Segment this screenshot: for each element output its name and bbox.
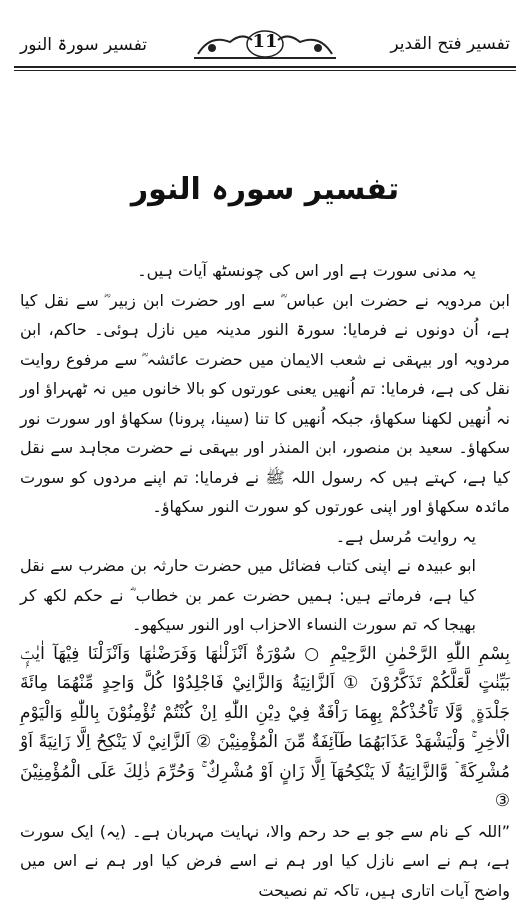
header-surah-title: تفسیر سورۃ النور — [20, 34, 147, 55]
paragraph: یہ مدنی سورت ہے اور اس کی چونسٹھ آیات ہیں۔ — [20, 256, 510, 286]
quran-verse-block: بِسْمِ اللّٰهِ الرَّحْمٰنِ الرَّحِيْمِ ○ سُوْرَةٌ اَنْزَلْنٰهَا وَفَرَضْنٰهَا وَاَنْزَلْنَا فِيْهَآ اٰيٰتٍۭ بَيِّنٰتٍ لَّعَلَّكُمْ تَذَكَّرُوْنَ ① اَلزَّانِيَةُ وَالزَّانِيْ فَاجْلِدُوْا كُلَّ وَاحِدٍ مِّنْهُمَا مِائَةَ جَلْدَةٍ ۪ وَّلَا تَاْخُذْكُمْ بِهِمَا رَاْفَةٌ فِيْ دِيْنِ اللّٰهِ اِنْ كُنْتُمْ تُؤْمِنُوْنَ بِاللّٰهِ وَالْيَوْمِ الْاٰخِرِ ۚ وَلْيَشْهَدْ عَذَابَهُمَا طَآئِفَةٌ مِّنَ الْمُؤْمِنِيْنَ ② اَلزَّانِيْ لَا يَنْكِحُ اِلَّا زَانِيَةً اَوْ مُشْرِكَةً ۡ وَّالزَّانِيَةُ لَا يَنْكِحُهَآ اِلَّا زَانٍ اَوْ مُشْرِكٌ ۚ وَحُرِّمَ ذٰلِكَ عَلَى الْمُؤْمِنِيْنَ ③ — [20, 640, 510, 817]
header-rule — [14, 66, 516, 68]
page-header — [14, 28, 516, 64]
translation-paragraph: ”اللہ کے نام سے جو بے حد رحم والا، نہایت مہربان ہے۔ (یہ) ایک سورت ہے، ہم نے اسے نازل کیا اور ہم نے اسے فرض کیا اور ہم نے اس میں واضح آیات اتاری ہیں، تاکہ تم نصیحت — [20, 817, 510, 905]
paragraph: ابن مردویہ نے حضرت ابن عباس ؓ سے اور حضرت ابن زبیر ؓ سے نقل کیا ہے، اُن دونوں نے فرمایا: سورۃ النور مدینہ میں نازل ہوئی۔ حاکم، ابن مردویہ اور بیہقی نے شعب الایمان میں حضرت عائشہ ؓ سے مرفوع روایت نقل کی ہے، فرمایا: تم اُنھیں یعنی عورتوں کو بالا خانوں میں نہ ٹھہراؤ اور نہ اُنھیں لکھنا سکھاؤ، جبکہ اُنھیں کا تنا (سینا، پرونا) سکھاؤ اور سورت نور سکھاؤ۔ سعید بن منصور، ابن المنذر اور بیہقی نے حضرت مجاہد سے نقل کیا ہے، کہتے ہیں کہ رسول اللہ ﷺ نے فرمایا: تم اپنے مردوں کو سورت مائدہ سکھاؤ اور اپنی عورتوں کو سورت النور سکھاؤ۔ — [20, 286, 510, 522]
header-book-title: تفسیر فتح القدیر — [390, 34, 510, 54]
paragraph: یہ روایت مُرسل ہے۔ — [20, 522, 510, 552]
chapter-title: تفسیر سورہ النور — [0, 172, 530, 207]
page-body — [20, 256, 510, 905]
paragraph: ابو عبیدہ نے اپنی کتاب فضائل میں حضرت حارثہ بن مضرب سے نقل کیا ہے، فرماتے ہیں: ہمیں حضرت عمر بن خطاب ؓ نے حکم لکھ کر بھیجا کہ تم سورت النساء الاحزاب اور النور سیکھو۔ — [20, 551, 510, 640]
header-rule-thin — [14, 70, 516, 71]
page-number: 11 — [252, 31, 277, 52]
